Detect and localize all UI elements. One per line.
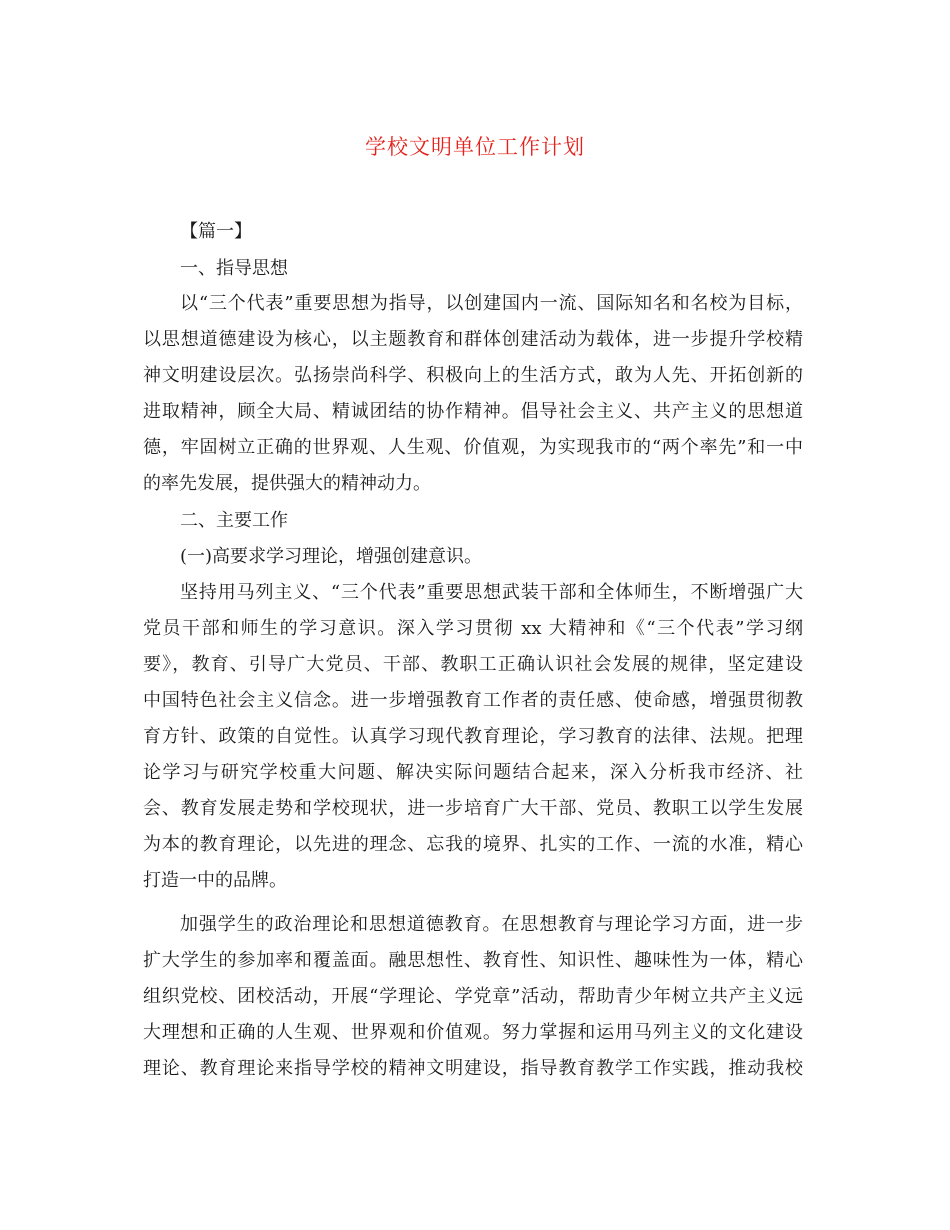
paragraph-line: 要》，教育、引导广大党员、干部、教职工正确认识社会发展的规律，坚定建设 xyxy=(143,654,803,675)
paragraph-line: 党员干部和师生的学习意识。深入学习贯彻 xx 大精神和《“三个代表”学习纲 xyxy=(143,618,803,639)
paragraph-line: 会、教育发展走势和学校现状，进一步培育广大干部、党员、教职工以学生发展 xyxy=(143,798,803,819)
paragraph-line: 论学习与研究学校重大问题、解决实际问题结合起来，深入分析我市经济、社 xyxy=(143,762,803,783)
paragraph-line: 组织党校、团校活动，开展“学理论、学党章”活动，帮助青少年树立共产主义远 xyxy=(143,986,803,1007)
paragraph-line: 为本的教育理论，以先进的理念、忘我的境界、扎实的工作、一流的水准，精心 xyxy=(143,834,803,855)
paragraph-line: 神文明建设层次。弘扬崇尚科学、积极向上的生活方式，敢为人先、开拓创新的 xyxy=(143,365,803,386)
heading-guiding-ideology: 一、指导思想 xyxy=(180,258,288,279)
paragraph-line: 中国特色社会主义信念。进一步增强教育工作者的责任感、使命感，增强贯彻教 xyxy=(143,690,803,711)
paragraph-line: 以思想道德建设为核心，以主题教育和群体创建活动为载体，进一步提升学校精 xyxy=(143,329,803,350)
paragraph-line: 进取精神，顾全大局、精诚团结的协作精神。倡导社会主义、共产主义的思想道 xyxy=(143,401,803,422)
paragraph-line: 扩大学生的参加率和覆盖面。融思想性、教育性、知识性、趣味性为一体，精心 xyxy=(143,950,803,971)
paragraph-line: 育方针、政策的自觉性。认真学习现代教育理论，学习教育的法律、法规。把理 xyxy=(143,726,803,747)
paragraph-line: 坚持用马列主义、“三个代表”重要思想武装干部和全体师生，不断增强广大 xyxy=(180,582,803,603)
heading-main-work: 二、主要工作 xyxy=(180,510,288,531)
paragraph-line: 理论、教育理论来指导学校的精神文明建设，指导教育教学工作实践，推动我校 xyxy=(143,1058,803,1079)
paragraph-line: 德，牢固树立正确的世界观、人生观、价值观，为实现我市的“两个率先”和一中 xyxy=(143,437,803,458)
paragraph-line: 以“三个代表”重要思想为指导，以创建国内一流、国际知名和名校为目标， xyxy=(180,293,803,314)
subheading-theory-study: (一)高要求学习理论，增强创建意识。 xyxy=(180,546,483,567)
paragraph-line: 加强学生的政治理论和思想道德教育。在思想教育与理论学习方面，进一步 xyxy=(180,914,803,935)
paragraph-line: 打造一中的品牌。 xyxy=(143,870,287,891)
section-label: 【篇一】 xyxy=(180,221,252,242)
paragraph-line: 大理想和正确的人生观、世界观和价值观。努力掌握和运用马列主义的文化建设 xyxy=(143,1022,803,1043)
paragraph-line: 的率先发展，提供强大的精神动力。 xyxy=(143,473,431,494)
document-title: 学校文明单位工作计划 xyxy=(365,135,585,159)
